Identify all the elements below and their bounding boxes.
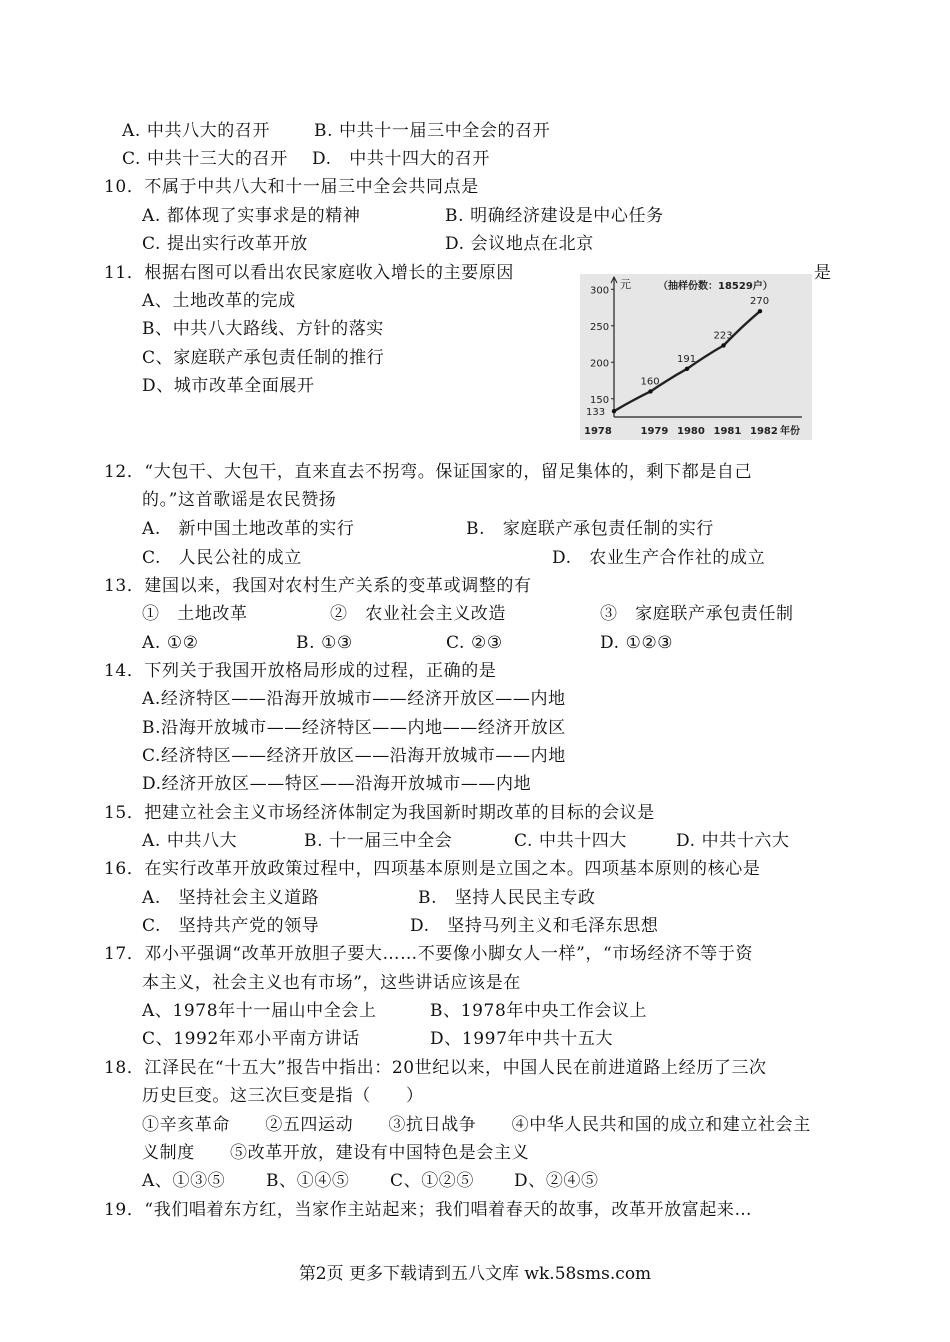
y-tick-label: 150 <box>590 394 610 406</box>
q17-stem-line1: 17．邓小平强调“改革开放胆子要大……不要像小脚女人一样”，“市场经济不等于资 <box>104 944 754 964</box>
q16-option-d: D. 坚持马列主义和毛泽东思想 <box>410 916 659 936</box>
data-label: 270 <box>750 296 770 308</box>
q16-stem: 16．在实行改革开放政策过程中，四项基本原则是立国之本。四项基本原则的核心是 <box>104 859 761 879</box>
q13-option-a: A. ①② <box>142 633 199 653</box>
q13-option-c: C. ②③ <box>446 633 503 653</box>
q12-option-a: A. 新中国土地改革的实行 <box>142 519 355 539</box>
data-point <box>648 389 652 393</box>
q14-stem: 14．下列关于我国开放格局形成的过程，正确的是 <box>104 661 497 681</box>
q11-option-d: D、城市改革全面展开 <box>142 376 315 396</box>
data-label: 191 <box>677 353 697 365</box>
q10-option-c: C. 提出实行改革开放 <box>142 234 308 254</box>
q10-option-a: A. 都体现了实事求是的精神 <box>142 206 361 226</box>
q16-option-a: A. 坚持社会主义道路 <box>142 888 320 908</box>
q11-option-c: C、家庭联产承包责任制的推行 <box>142 348 385 368</box>
q12-option-d: D. 农业生产合作社的成立 <box>552 548 766 568</box>
x-tick-label: 1980 <box>677 426 705 437</box>
y-axis-label: 元 <box>620 278 631 291</box>
q18-items-line2: 义制度 ⑤改革开放，建设有中国特色是会主义 <box>142 1143 530 1163</box>
q16-option-c: C. 坚持共产党的领导 <box>142 916 320 936</box>
x-tick-label: 1979 <box>640 426 669 437</box>
q13-option-b: B. ①③ <box>296 633 353 653</box>
q18-items-line1: ①辛亥革命 ②五四运动 ③抗日战争 ④中华人民共和国的成立和建立社会主 <box>142 1115 811 1135</box>
q11-stem-tail: 是 <box>814 263 832 283</box>
q15-option-a: A. 中共八大 <box>142 831 238 851</box>
q13-item-1: ① 土地改革 <box>142 604 248 624</box>
q15-option-d: D. 中共十六大 <box>676 831 790 851</box>
income-line-chart <box>580 274 812 440</box>
q18-option-d: D、②④⑤ <box>514 1171 599 1191</box>
q18-stem-line1: 18．江泽民在“十五大”报告中指出：20世纪以来，中国人民在前进道路上经历了三次 <box>104 1058 767 1078</box>
q14-option-c: C.经济特区——经济开放区——沿海开放城市——内地 <box>142 746 566 766</box>
q13-option-d: D. ①②③ <box>600 633 674 653</box>
q13-item-3: ③ 家庭联产承包责任制 <box>600 604 794 624</box>
data-point <box>758 309 762 313</box>
y-tick-label: 300 <box>590 285 610 297</box>
q11-option-b: B、中共八大路线、方针的落实 <box>142 319 384 339</box>
q10-stem: 10．不属于中共八大和十一届三中全会共同点是 <box>104 177 479 197</box>
data-label: 133 <box>586 407 606 419</box>
data-label: 160 <box>640 376 660 388</box>
x-tick-label: 1981 <box>713 426 742 437</box>
q13-item-2: ② 农业社会主义改造 <box>330 604 506 624</box>
q9-option-b: B. 中共十一届三中全会的召开 <box>314 121 551 141</box>
y-tick-label: 250 <box>590 321 610 333</box>
q14-option-b: B.沿海开放城市——经济特区——内地——经济开放区 <box>142 718 566 738</box>
q13-stem: 13．建国以来，我国对农村生产关系的变革或调整的有 <box>104 576 532 596</box>
q10-option-b: B. 明确经济建设是中心任务 <box>445 206 664 226</box>
q17-option-b: B、1978年中央工作会议上 <box>430 1001 648 1021</box>
q12-stem-line2: 的。”这首歌谣是农民赞扬 <box>142 490 337 510</box>
q18-stem-line2: 历史巨变。这三次巨变是指（ ） <box>142 1086 424 1106</box>
q9-option-c: C. 中共十三大的召开 <box>122 149 288 169</box>
chart-title: （抽样份数：18529户） <box>658 281 773 292</box>
q17-option-c: C、1992年邓小平南方讲话 <box>142 1029 360 1049</box>
data-point <box>721 343 725 347</box>
q12-option-b: B. 家庭联产承包责任制的实行 <box>466 519 714 539</box>
y-tick-label: 200 <box>590 358 610 370</box>
x-tick-label: 1978 <box>584 426 612 437</box>
q11-stem: 11．根据右图可以看出农民家庭收入增长的主要原因 <box>104 263 515 283</box>
q17-stem-line2: 本主义，社会主义也有市场”，这些讲话应该是在 <box>142 973 521 993</box>
q9-option-d: D. 中共十四大的召开 <box>312 149 491 169</box>
q10-option-d: D. 会议地点在北京 <box>445 234 594 254</box>
q18-option-b: B、①④⑤ <box>266 1171 350 1191</box>
data-point <box>685 367 689 371</box>
q19-stem: 19．“我们唱着东方红，当家作主站起来；我们唱着春天的故事，改革开放富起来… <box>104 1200 753 1220</box>
q14-option-d: D.经济开放区——特区——沿海开放城市——内地 <box>142 774 532 794</box>
page-footer: 第2页 更多下载请到五八文库 wk.58sms.com <box>298 1264 652 1284</box>
data-point <box>612 409 616 413</box>
q15-option-b: B. 十一届三中全会 <box>304 831 453 851</box>
q9-option-a: A. 中共八大的召开 <box>122 121 271 141</box>
q18-option-c: C、①②⑤ <box>390 1171 475 1191</box>
q18-option-a: A、①③⑤ <box>142 1171 226 1191</box>
q17-option-d: D、1997年中共十五大 <box>430 1029 614 1049</box>
x-tick-label: 1982 <box>750 426 778 437</box>
q12-option-c: C. 人民公社的成立 <box>142 548 302 568</box>
data-label: 223 <box>713 330 733 342</box>
q15-stem: 15．把建立社会主义市场经济体制定为我国新时期改革的目标的会议是 <box>104 803 655 823</box>
q12-stem-line1: 12．“大包干、大包干，直来直去不拐弯。保证国家的，留足集体的，剩下都是自己 <box>104 462 753 482</box>
x-axis-label: 年份 <box>780 426 800 437</box>
q17-option-a: A、1978年十一届山中全会上 <box>142 1001 377 1021</box>
q11-option-a: A、土地改革的完成 <box>142 291 296 311</box>
q15-option-c: C. 中共十四大 <box>514 831 628 851</box>
q14-option-a: A.经济特区——沿海开放城市——经济开放区——内地 <box>142 689 566 709</box>
q16-option-b: B. 坚持人民民主专政 <box>418 888 596 908</box>
